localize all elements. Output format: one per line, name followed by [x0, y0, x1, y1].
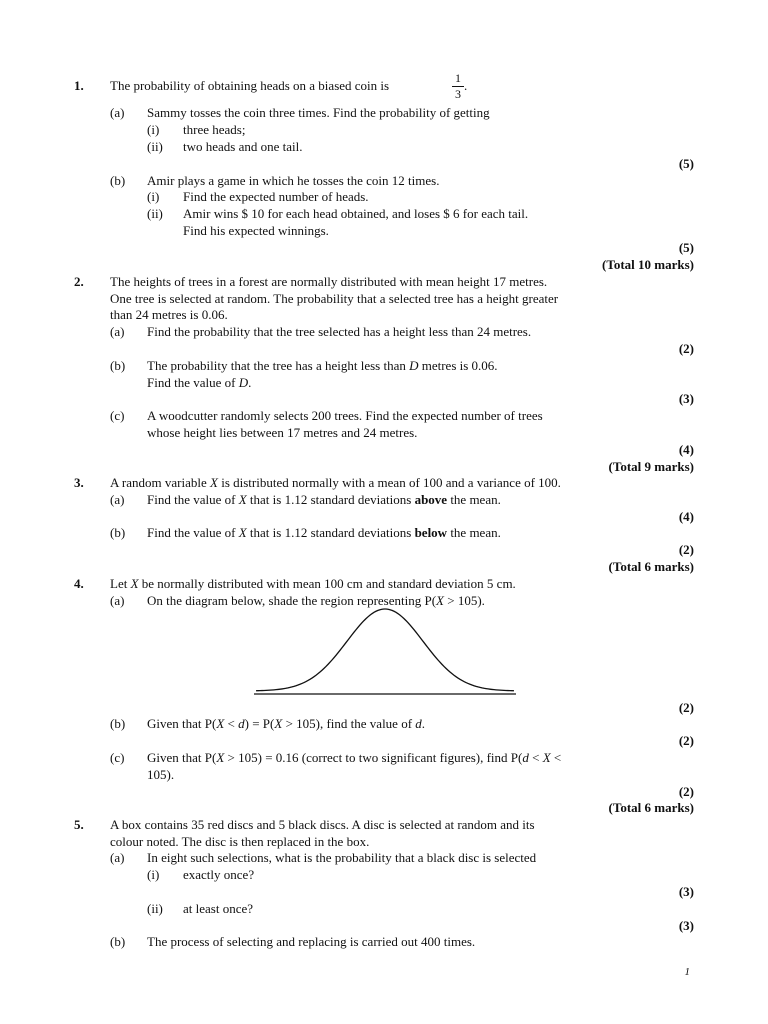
q2a-label: (a): [110, 324, 125, 339]
q1-total: (Total 10 marks): [602, 257, 694, 272]
q2a-text: Find the probability that the tree selected has a height less than 24 metres.: [147, 324, 532, 339]
q5a-ii-text: at least once?: [183, 901, 254, 916]
q2b-text: The probability that the tree has a height less than D metres is 0.06.: [147, 358, 498, 373]
q2-number: 2.: [74, 274, 84, 289]
q4a-marks: (2): [678, 700, 694, 715]
q1b-i-text: Find the expected number of heads.: [183, 189, 369, 204]
q3a-text: Find the value of X that is 1.12 standard deviations above the mean.: [147, 492, 501, 507]
q1-stem: The probability of obtaining heads on a biased coin is: [110, 78, 390, 93]
q2-stem-3: than 24 metres is 0.06.: [110, 307, 228, 322]
q1a-ii-text: two heads and one tail.: [183, 139, 303, 154]
q4a-label: (a): [110, 593, 125, 608]
q2b-text-2: Find the value of D.: [147, 375, 252, 390]
q4c-label: (c): [110, 750, 125, 765]
q3-total: (Total 6 marks): [608, 559, 694, 574]
q5-stem-2: colour noted. The disc is then replaced in the box.: [110, 834, 370, 849]
q5a-ii-marks: (3): [678, 918, 694, 933]
q5a-text: In eight such selections, what is the probability that a black disc is selected: [147, 850, 537, 865]
page-number: 1: [684, 966, 690, 978]
q2c-label: (c): [110, 408, 125, 423]
q3b-label: (b): [110, 525, 126, 540]
q1a-marks: (5): [678, 156, 694, 171]
q5-number: 5.: [74, 817, 84, 832]
q1-number: 1.: [74, 78, 84, 93]
q5b-label: (b): [110, 934, 126, 949]
q2-total: (Total 9 marks): [608, 459, 694, 474]
q1-stem-end: .: [464, 78, 468, 93]
q1a-i-text: three heads;: [183, 122, 246, 137]
q5a-i-text: exactly once?: [183, 867, 255, 882]
q1b-ii-text-2: Find his expected winnings.: [183, 223, 329, 238]
q1-fraction: [452, 72, 464, 101]
q1a-label: (a): [110, 105, 125, 120]
bell-curve-line: [256, 609, 514, 691]
q1b-text: Amir plays a game in which he tosses the coin 12 times.: [147, 173, 440, 188]
q1-fraction-numerator: 1: [455, 71, 461, 85]
q5a-label: (a): [110, 850, 125, 865]
q5a-ii-label: (ii): [147, 901, 163, 916]
q2-stem-1: The heights of trees in a forest are normally distributed with mean height 17 metres.: [110, 274, 548, 289]
q1b-i-label: (i): [147, 189, 160, 204]
q1a-text: Sammy tosses the coin three times. Find the probability of getting: [147, 105, 490, 120]
q2c-marks: (4): [678, 442, 694, 457]
q1b-label: (b): [110, 173, 126, 188]
q4c-marks: (2): [678, 784, 694, 799]
q4b-marks: (2): [678, 733, 694, 748]
q1b-marks: (5): [678, 240, 694, 255]
q4-total: (Total 6 marks): [608, 800, 694, 815]
q4-number: 4.: [74, 576, 84, 591]
q5a-i-label: (i): [147, 867, 160, 882]
q3a-marks: (4): [678, 509, 694, 524]
q1a-i-label: (i): [147, 122, 160, 137]
q4b-label: (b): [110, 716, 126, 731]
q3-stem: A random variable X is distributed normally with a mean of 100 and a variance of 100.: [110, 475, 561, 490]
q4-stem: Let X be normally distributed with mean 100 cm and standard deviation 5 cm.: [110, 576, 516, 591]
q2b-marks: (3): [678, 391, 694, 406]
q1a-ii-label: (ii): [147, 139, 163, 154]
normal-distribution-curve: [252, 605, 518, 697]
q1b-ii-text: Amir wins $ 10 for each head obtained, and loses $ 6 for each tail.: [183, 206, 529, 221]
q4b-text: Given that P(X < d) = P(X > 105), find the value of d.: [147, 716, 426, 731]
q2c-text: A woodcutter randomly selects 200 trees. Find the expected number of trees: [147, 408, 543, 423]
q2-stem-2: One tree is selected at random. The probability that a selected tree has a height greater: [110, 291, 559, 306]
q3-number: 3.: [74, 475, 84, 490]
q5-stem-1: A box contains 35 red discs and 5 black discs. A disc is selected at random and its: [110, 817, 535, 832]
q4c-text: Given that P(X > 105) = 0.16 (correct to two significant figures), find P(d < X <: [147, 750, 562, 765]
q4c-text-2: 105).: [147, 767, 175, 782]
q4a-text: On the diagram below, shade the region representing P(X > 105).: [147, 593, 485, 608]
q1b-ii-label: (ii): [147, 206, 163, 221]
q3a-label: (a): [110, 492, 125, 507]
q5b-text: The process of selecting and replacing is carried out 400 times.: [147, 934, 476, 949]
q2c-text-2: whose height lies between 17 metres and 24 metres.: [147, 425, 418, 440]
q2b-label: (b): [110, 358, 126, 373]
q1-fraction-denominator: 3: [455, 87, 461, 101]
q3b-marks: (2): [678, 542, 694, 557]
q3b-text: Find the value of X that is 1.12 standard deviations below the mean.: [147, 525, 501, 540]
q2a-marks: (2): [678, 341, 694, 356]
q5a-i-marks: (3): [678, 884, 694, 899]
